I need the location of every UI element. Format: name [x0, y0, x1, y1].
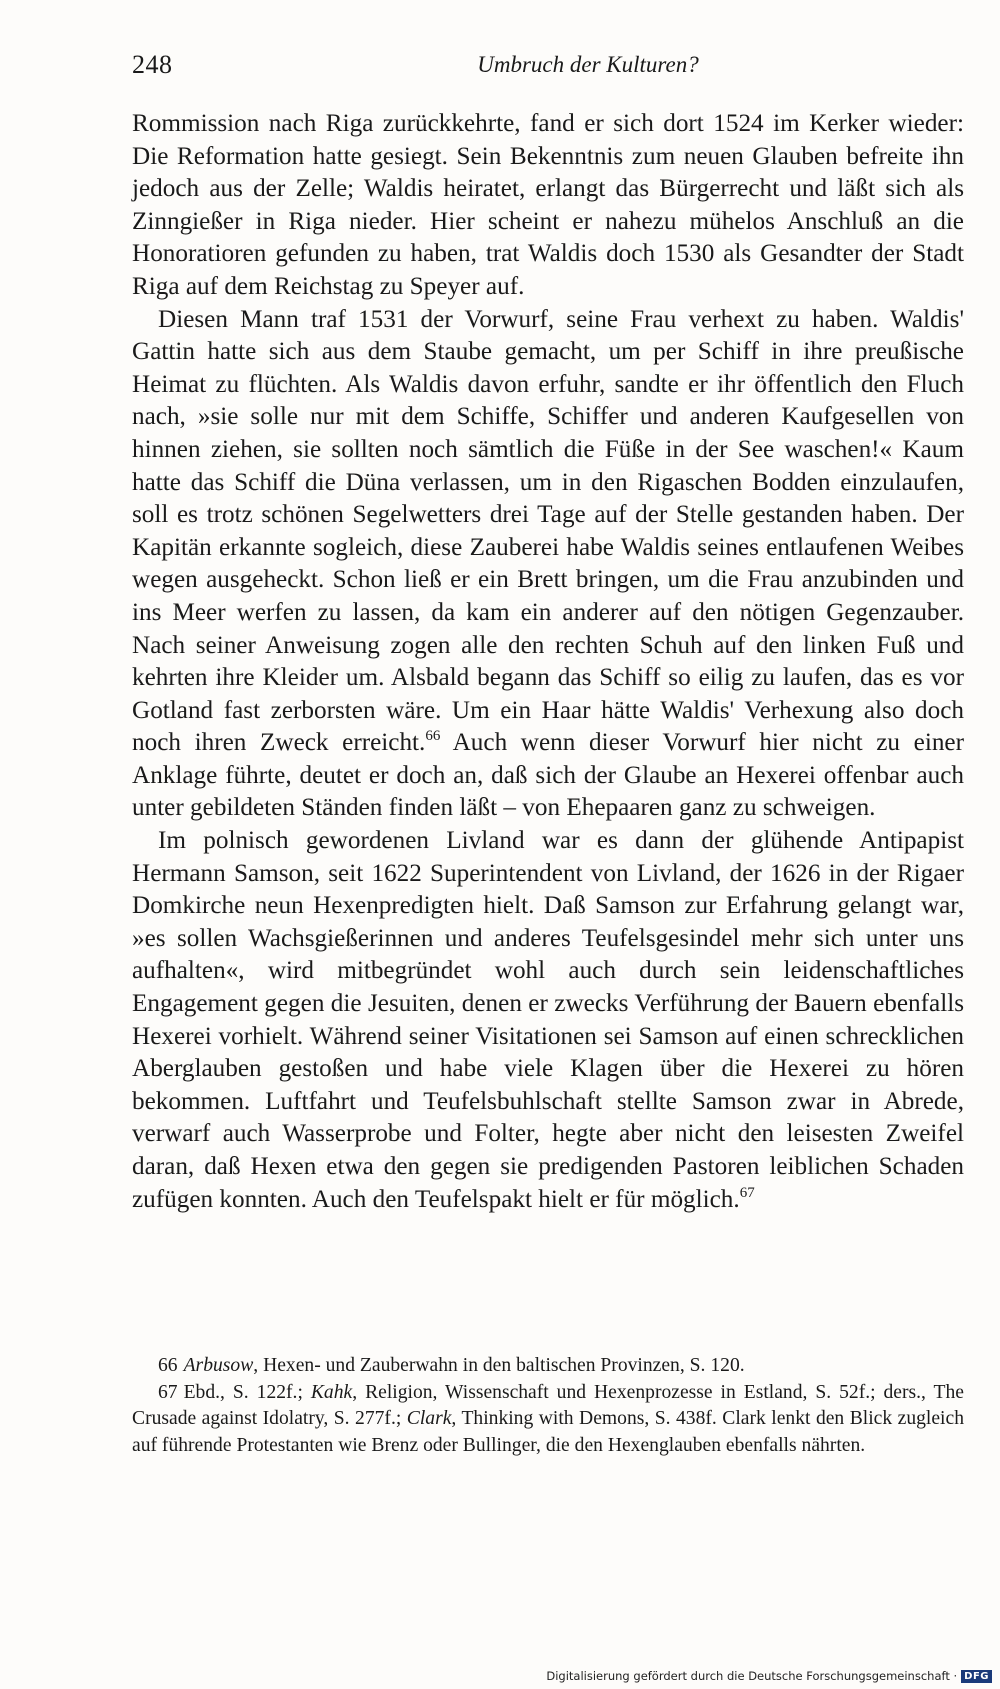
digitization-note: Digitalisierung gefördert durch die Deutsche Forschungsgemeinschaft · — [546, 1669, 958, 1683]
dfg-logo-icon: DFG — [961, 1670, 992, 1683]
footnote-number: 67 — [158, 1381, 178, 1403]
page-header — [132, 50, 964, 86]
footnote-author: Kahk — [310, 1381, 353, 1403]
main-text — [132, 108, 964, 1216]
paragraph-3 — [132, 825, 964, 1216]
footnote-text: Ebd., S. 122f.; — [183, 1381, 311, 1403]
running-head: Umbruch der Kulturen? — [477, 52, 699, 77]
footnote-author: Arbusow — [183, 1355, 254, 1376]
footnote-text: , Thinking with Demons, S. 438f. Clark lenkt den Blick zugleich auf führende Protestanten wie Brenz oder Bullinger, die den Hexenglauben ebenfalls nährten. — [132, 1408, 964, 1456]
paragraph-2 — [132, 304, 964, 826]
paragraph-text: Rommission nach Riga zurückkehrte, fand er sich dort 1524 im Kerker wieder: Die Reformation hatte gesiegt. Sein Bekenntnis zum neuen Glauben befreite ihn jedoch aus der Zelle; Waldis heiratet, erlangt das Bürgerrecht und läßt sich als Zinngießer in Riga nieder. Hier scheint er nahezu mühelos Anschluß an die Honoratioren gefunden zu haben, trat Waldis doch 1530 als Gesandter der Stadt Riga auf dem Reichstag zu Speyer auf. — [132, 110, 964, 300]
paragraph-text: Diesen Mann traf 1531 der Vorwurf, seine Frau verhext zu haben. Waldis' Gattin hatte sich aus dem Staube gemacht, um per Schiff in ihre preußische Heimat zu flüchten. Als Waldis davon erfuhr, sandte er ihr öffentlich den Fluch nach, »sie solle nur mit dem Schiffe, Schiffer und anderen Kaufgesellen von hinnen ziehen, sie sollten noch sämtlich die Füße in der See waschen!« Kaum hatte das Schiff die Düna verlassen, um in den Rigaschen Bodden einzulaufen, soll es trotz schönen Segelwetters drei Tage auf der Stelle gestanden haben. Der Kapitän erkannte sogleich, diese Zauberei habe Waldis seines entlaufenen Weibes wegen ausgeheckt. Schon ließ er ein Brett bringen, um die Frau anzubinden und ins Meer werfen zu lassen, da kam ein anderer auf den nötigen Gegenzauber. Nach seiner Anweisung zogen alle den rechten Schuh auf den linken Fuß und kehrten ihre Kleider um. Alsbald begann das Schiff so eilig zu laufen, das es vor Gotland fast zerborsten wäre. Um ein Haar hätte Waldis' Verhexung also doch noch ihren Zweck erreicht. — [132, 305, 964, 757]
paragraph-text: Im polnisch gewordenen Livland war es dann der glühende Antipapist Hermann Samson, seit 1622 Superintendent von Livland, der 1626 in der Rigaer Domkirche neun Hexenpredigten hielt. Daß Samson zur Erfahrung gelangt war, »es sollen Wachsgießerinnen und anderes Teufelsgesindel mehr sich unter uns aufhalten«, wird mitbegründet wohl auch durch sein leidenschaftliches Engagement gegen die Jesuiten, denen er zwecks Verführung der Bauern ebenfalls Hexerei vorhielt. Während seiner Visitationen sei Samson auf einen schrecklichen Aberglauben gestoßen und habe viele Klagen über die Hexerei zu hören bekommen. Luftfahrt und Teufelsbuhlschaft stellte Samson zwar in Abrede, verwarf auch Wasserprobe und Folter, hegte aber nicht den leisesten Zweifel daran, daß Hexen etwa den gegen sie predigenden Pastoren leiblichen Schaden zufügen konnten. Auch den Teufelspakt hielt er für möglich. — [132, 827, 964, 1213]
footnote-reference[interactable]: 67 — [739, 1184, 755, 1201]
paragraph-1 — [132, 108, 964, 304]
footnote-reference[interactable]: 66 — [425, 728, 441, 745]
digitization-credit — [546, 1669, 992, 1683]
footnote-66 — [132, 1353, 964, 1380]
footnote-text: , Hexen- und Zauberwahn in den baltischen Provinzen, S. 120. — [253, 1355, 745, 1376]
page-number: 248 — [132, 50, 173, 79]
paragraph-text: Auch wenn dieser Vorwurf hier nicht zu einer Anklage führte, deutet er doch an, daß sich der Glaube an Hexerei offenbar auch unter gebildeten Ständen finden läßt – von Ehepaaren ganz zu schweigen. — [132, 729, 964, 822]
footnote-author: Clark — [406, 1408, 452, 1429]
footnote-text: , Religion, Wissenschaft und Hexenprozesse in Estland, S. 52f.; ders., The Crusade against Idolatry, S. 277f.; — [132, 1381, 965, 1429]
footnote-number: 66 — [158, 1355, 178, 1376]
footnotes — [132, 1353, 964, 1459]
footnote-67 — [132, 1380, 964, 1460]
